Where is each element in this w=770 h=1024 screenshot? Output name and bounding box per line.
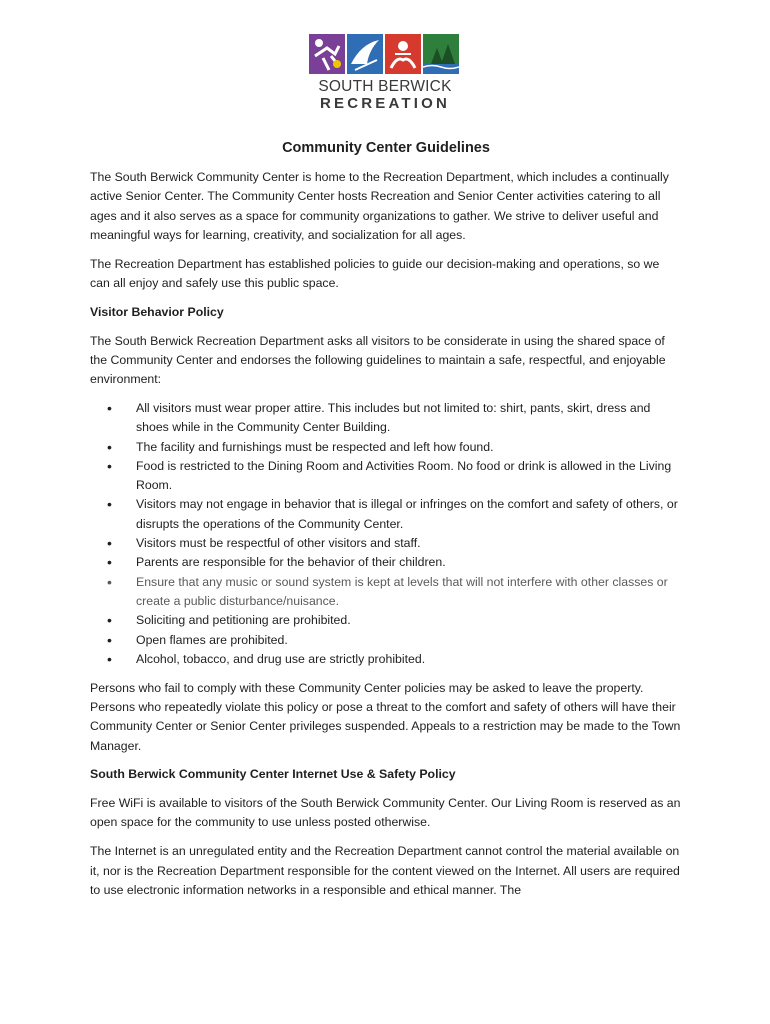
visitor-rule: • Visitors must be respectful of other visitors and staff. — [136, 534, 682, 553]
intro-paragraph-2: The Recreation Department has established policies to guide our decision-making and operations, so we can all enjoy and safely use this public space. — [90, 256, 660, 290]
visitor-rule: • Soliciting and petitioning are prohibited. — [136, 611, 682, 630]
logo-tile-red — [385, 34, 421, 74]
logo-tile-blue — [347, 34, 383, 74]
internet-policy-heading: South Berwick Community Center Internet Use & Safety Policy — [90, 767, 456, 782]
logo-text-south-berwick: SOUTH BERWICK — [318, 78, 452, 95]
intro-paragraph-1: The South Berwick Community Center is home to the Recreation Department, which includes a continually active Senior Center. The Community Center hosts Recreation and Senior Center activities catering to all ages and it also serves as a space for community organizations to gather. We strive to deliver useful and meaningful ways for learning, creativity, and socialization for all ages. — [90, 170, 669, 242]
visitor-policy-lead: The South Berwick Recreation Department asks all visitors to be considerate in using the shared space of the Community Center and endorses the following guidelines to maintain a safe, respectful, and enjoyable environment: — [90, 333, 666, 387]
visitor-rule: • Food is restricted to the Dining Room and Activities Room. No food or drink is allowed in the Living Room. — [136, 457, 682, 496]
logo-text-recreation: RECREATION — [319, 95, 451, 112]
visitor-policy-heading: Visitor Behavior Policy — [90, 304, 224, 319]
logo-tile-green — [423, 34, 459, 74]
internet-policy-paragraph-1: Free WiFi is available to visitors of the South Berwick Community Center. Our Living Room is reserved as an open space for the community to use unless posted otherwise. — [90, 796, 681, 830]
visitor-rules-list — [90, 399, 682, 669]
visitor-rule: • Ensure that any music or sound system is kept at levels that will not interfere with other classes or create a public disturbance/nuisance. — [136, 573, 682, 612]
visitor-policy-closing: Persons who fail to comply with these Community Center policies may be asked to leave the property. Persons who repeatedly violate this policy or pose a threat to the comfort and safety of others will have their Community Center or Senior Center privileges suspended. Appeals to a restriction may be made to the Town Manager. — [90, 680, 681, 753]
internet-policy-paragraph-2: The Internet is an unregulated entity and the Recreation Department cannot control the material available on it, nor is the Recreation Department responsible for the content viewed on the Internet. All users are required to use electronic information networks in a responsible and ethical manner. The — [90, 844, 680, 897]
document-body — [90, 138, 682, 910]
visitor-rule: • Visitors may not engage in behavior that is illegal or infringes on the comfort and safety of others, or disrupts the operations of the Community Center. — [136, 495, 682, 534]
logo-tile-purple — [309, 34, 345, 74]
visitor-rule: • All visitors must wear proper attire. This includes but not limited to: shirt, pants, skirt, dress and shoes while in the Community Center Building. — [136, 399, 682, 438]
logo-tiles — [309, 34, 459, 74]
visitor-rule: • Parents are responsible for the behavior of their children. — [136, 553, 682, 572]
visitor-rule: • The facility and furnishings must be respected and left how found. — [136, 438, 682, 457]
visitor-rule: • Open flames are prohibited. — [136, 631, 682, 650]
visitor-rule: • Alcohol, tobacco, and drug use are strictly prohibited. — [136, 650, 682, 669]
south-berwick-recreation-logo — [306, 34, 464, 114]
page-title: Community Center Guidelines — [282, 140, 490, 156]
